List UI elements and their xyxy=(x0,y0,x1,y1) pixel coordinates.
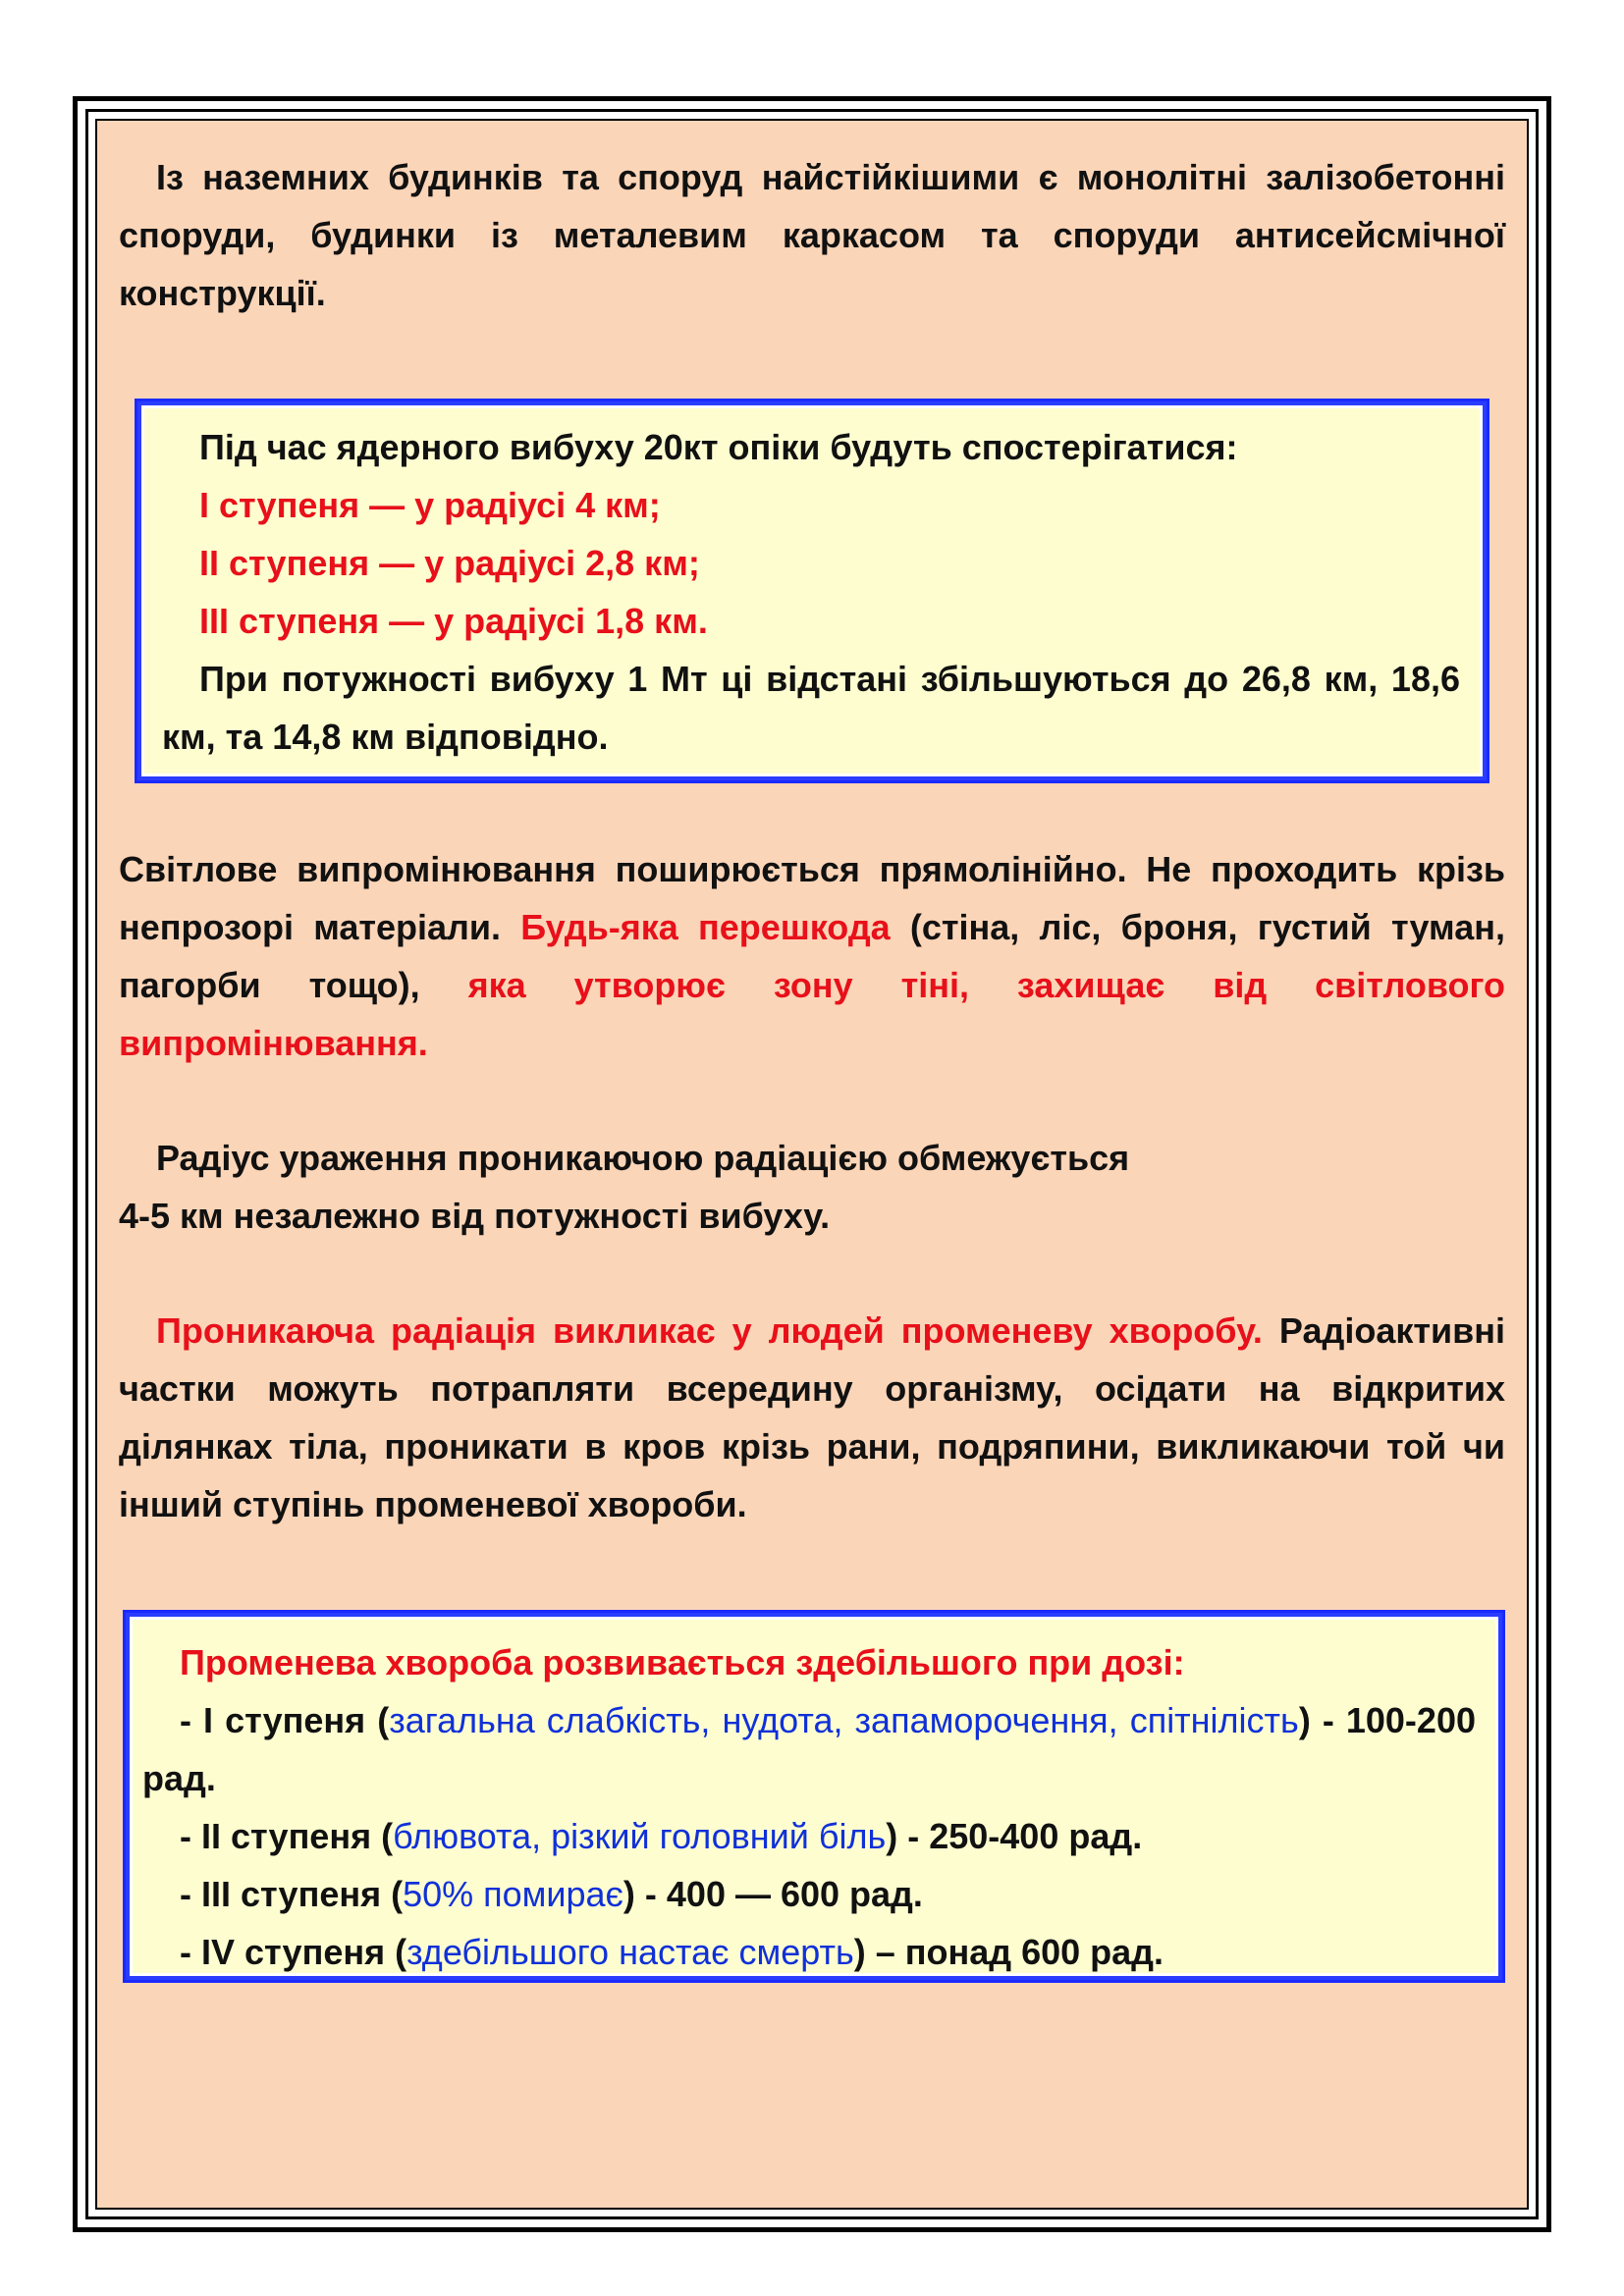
paragraph-buildings: Із наземних будинків та споруд найстійкішими є монолітні залізобетонні споруди, будинки із металевим каркасом та споруди антисейсмічної конструкції. xyxy=(119,157,1505,313)
burns-info-box-inner xyxy=(141,405,1483,776)
page-background xyxy=(95,119,1529,2210)
sickness-title: Променева хвороба розвивається здебільшого при дозі: xyxy=(180,1642,1185,1682)
page-frame xyxy=(73,96,1551,2232)
burns-degree-1: I ступеня — у радіусі 4 км; xyxy=(199,485,661,525)
paragraph-radius-line2: 4-5 км незалежно від потужності вибуху. xyxy=(119,1196,831,1236)
sickness-item-3-prefix: - III ступеня ( xyxy=(180,1874,404,1914)
burns-note: При потужності вибуху 1 Мт ці відстані збільшуються до 26,8 км, 18,6 км, та 14,8 км відповідно. xyxy=(162,659,1460,757)
paragraph-radius-line1: Радіус ураження проникаючою радіацією обмежується xyxy=(156,1138,1130,1178)
sickness-item-3-suffix: ) - 400 — 600 рад. xyxy=(623,1874,923,1914)
sickness-item-1 xyxy=(142,1691,1476,1807)
burns-intro: Під час ядерного вибуху 20кт опіки будуть спостерігатися: xyxy=(199,427,1238,467)
burns-degree-3: III ступеня — у радіусі 1,8 км. xyxy=(199,601,708,641)
light-text-1: Світлове випромінювання поширюється прямолінійно. Не проходить крізь непрозорі матеріали. xyxy=(119,849,1505,947)
radiation-sickness-box xyxy=(123,1610,1505,1983)
sickness-item-2-suffix: ) - 250-400 рад. xyxy=(886,1816,1143,1856)
paragraph-penetrating-radiation xyxy=(119,1302,1505,1533)
sickness-item-2-prefix: - II ступеня ( xyxy=(180,1816,394,1856)
sickness-item-1-prefix: - I ступеня ( xyxy=(180,1700,390,1740)
sickness-item-1-symptoms: загальна слабкість, нудота, запаморочення, спітнілість xyxy=(389,1700,1299,1740)
burns-info-box xyxy=(135,399,1489,783)
sickness-item-2 xyxy=(142,1807,1476,1865)
penetrating-text-red: Проникаюча радіація викликає у людей променеву хворобу. xyxy=(156,1310,1263,1351)
light-text-2: (стіна, ліс, броня, густий туман, пагорби тощо), xyxy=(119,907,1505,1005)
sickness-item-1-suffix: ) - 100-200 рад. xyxy=(142,1700,1476,1798)
sickness-item-4-symptoms: здебільшого настає смерть xyxy=(406,1932,854,1972)
sickness-item-3-symptoms: 50% помирає xyxy=(403,1874,623,1914)
radiation-sickness-box-inner xyxy=(130,1617,1498,1976)
sickness-item-4-suffix: ) – понад 600 рад. xyxy=(853,1932,1164,1972)
penetrating-text: Радіоактивні частки можуть потрапляти всередину організму, осідати на відкритих ділянках тіла, проникати в кров крізь рани, подряпини, викликаючи той чи інший ступінь променевої хвороби. xyxy=(119,1310,1505,1524)
page-frame-middle xyxy=(85,109,1539,2219)
sickness-item-4-prefix: - IV ступеня ( xyxy=(180,1932,407,1972)
document-content xyxy=(119,148,1505,1983)
light-text-red-2: яка утворює зону тіні, захищає від світлового випромінювання. xyxy=(119,965,1505,1063)
sickness-item-3 xyxy=(142,1865,1476,1923)
burns-degree-2: II ступеня — у радіусі 2,8 км; xyxy=(199,543,700,583)
paragraph-light-radiation xyxy=(119,840,1505,1072)
light-text-red-1: Будь-яка перешкода xyxy=(520,907,891,947)
sickness-item-4 xyxy=(142,1923,1476,1981)
sickness-item-2-symptoms: блювота, різкий головний біль xyxy=(393,1816,887,1856)
